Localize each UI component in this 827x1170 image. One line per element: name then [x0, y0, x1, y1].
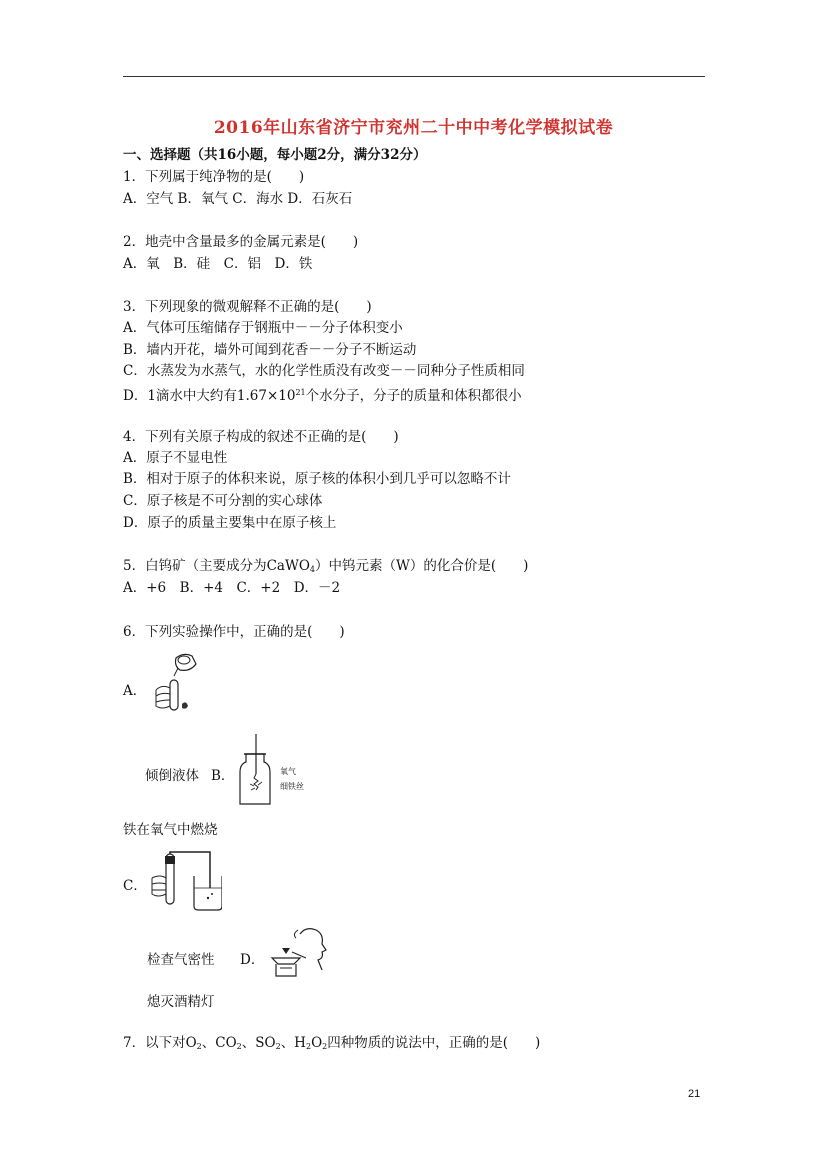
q3-option-a: A．气体可压缩储存于钢瓶中－－分子体积变小: [123, 320, 403, 336]
q6-b-label: B．: [211, 768, 235, 784]
section-heading: 一、选择题（共16小题，每小题2分，满分32分）: [123, 147, 427, 163]
airtightness-check-figure: [148, 848, 222, 912]
q3-stem: 3．下列现象的微观解释不正确的是( ): [123, 299, 372, 315]
q3-option-c: C．水蒸发为水蒸气，水的化学性质没有改变－－同种分子性质相同: [123, 363, 525, 379]
q7-text-1: 7．以下对O: [123, 1035, 197, 1051]
q2-stem: 2．地壳中含量最多的金属元素是( ): [123, 234, 359, 250]
q7-text-4: 、H: [280, 1035, 306, 1051]
q4-option-b: B．相对于原子的体积来说，原子核的体积小到几乎可以忽略不计: [123, 471, 511, 487]
q5-stem: [123, 557, 528, 579]
header-rule: [123, 76, 705, 77]
pouring-liquid-figure: [150, 650, 200, 718]
alcohol-lamp-figure: [266, 924, 334, 982]
q6-a-caption: 倾倒液体: [145, 768, 199, 784]
q7-stem: [123, 1034, 540, 1056]
q4-option-c: C．原子核是不可分割的实心球体: [123, 493, 323, 509]
q5-stem-text: 5．白钨矿（主要成分为CaWO: [123, 558, 310, 574]
q6-d-label: D．: [240, 952, 265, 968]
q7-text-5: O: [311, 1035, 323, 1051]
q6-c-caption: 检查气密性: [147, 952, 215, 968]
q7-sub-4: 2: [305, 1042, 312, 1051]
figure-label-iron-wire: 细铁丝: [280, 782, 304, 791]
q6-d-caption: 熄灭酒精灯: [147, 994, 215, 1010]
q3-d-text-end: 个水分子，分子的质量和体积都很小: [305, 388, 522, 404]
q6-c-label: C．: [123, 878, 147, 894]
q7-text-6: 四种物质的说法中，正确的是( ): [327, 1035, 541, 1051]
q5-stem-text-end: ）中钨元素（W）的化合价是( ): [315, 558, 529, 574]
page-number: 21: [688, 1088, 701, 1100]
q3-option-b: B．墙内开花，墙外可闻到花香－－分子不断运动: [123, 342, 417, 358]
q4-option-d: D．原子的质量主要集中在原子核上: [123, 515, 337, 531]
q1-options: A．空气 B．氧气 C．海水 D．石灰石: [123, 191, 353, 207]
q7-sub-3: 2: [275, 1042, 281, 1051]
q6-a-label: A．: [123, 683, 147, 699]
figure-label-oxygen: 氧气: [280, 767, 296, 776]
q3-d-text: D．1滴水中大约有1.67×10: [123, 388, 296, 404]
q5-subscript: 4: [309, 565, 316, 574]
q3-option-d: [123, 384, 522, 405]
q2-options: A．氧 B．硅 C．铝 D．铁: [123, 256, 313, 272]
iron-burning-figure: [236, 734, 276, 808]
q7-text-3: 、SO: [241, 1035, 276, 1051]
q7-sub-5: 2: [322, 1042, 328, 1051]
q4-option-a: A．原子不显电性: [123, 450, 228, 466]
q1-stem: 1．下列属于纯净物的是( ): [123, 169, 305, 185]
q3-d-exponent: 21: [295, 388, 306, 397]
q7-sub-2: 2: [236, 1042, 242, 1051]
q4-stem: 4．下列有关原子构成的叙述不正确的是( ): [123, 429, 399, 445]
q6-b-caption: 铁在氧气中燃烧: [123, 822, 218, 838]
q5-options: A．+6 B．+4 C．+2 D．－2: [123, 580, 341, 596]
q7-sub-1: 2: [196, 1042, 202, 1051]
page-title: 2016年山东省济宁市兖州二十中中考化学模拟试卷: [213, 118, 614, 138]
q6-stem: 6．下列实验操作中，正确的是( ): [123, 624, 345, 640]
q7-text-2: 、CO: [201, 1035, 237, 1051]
